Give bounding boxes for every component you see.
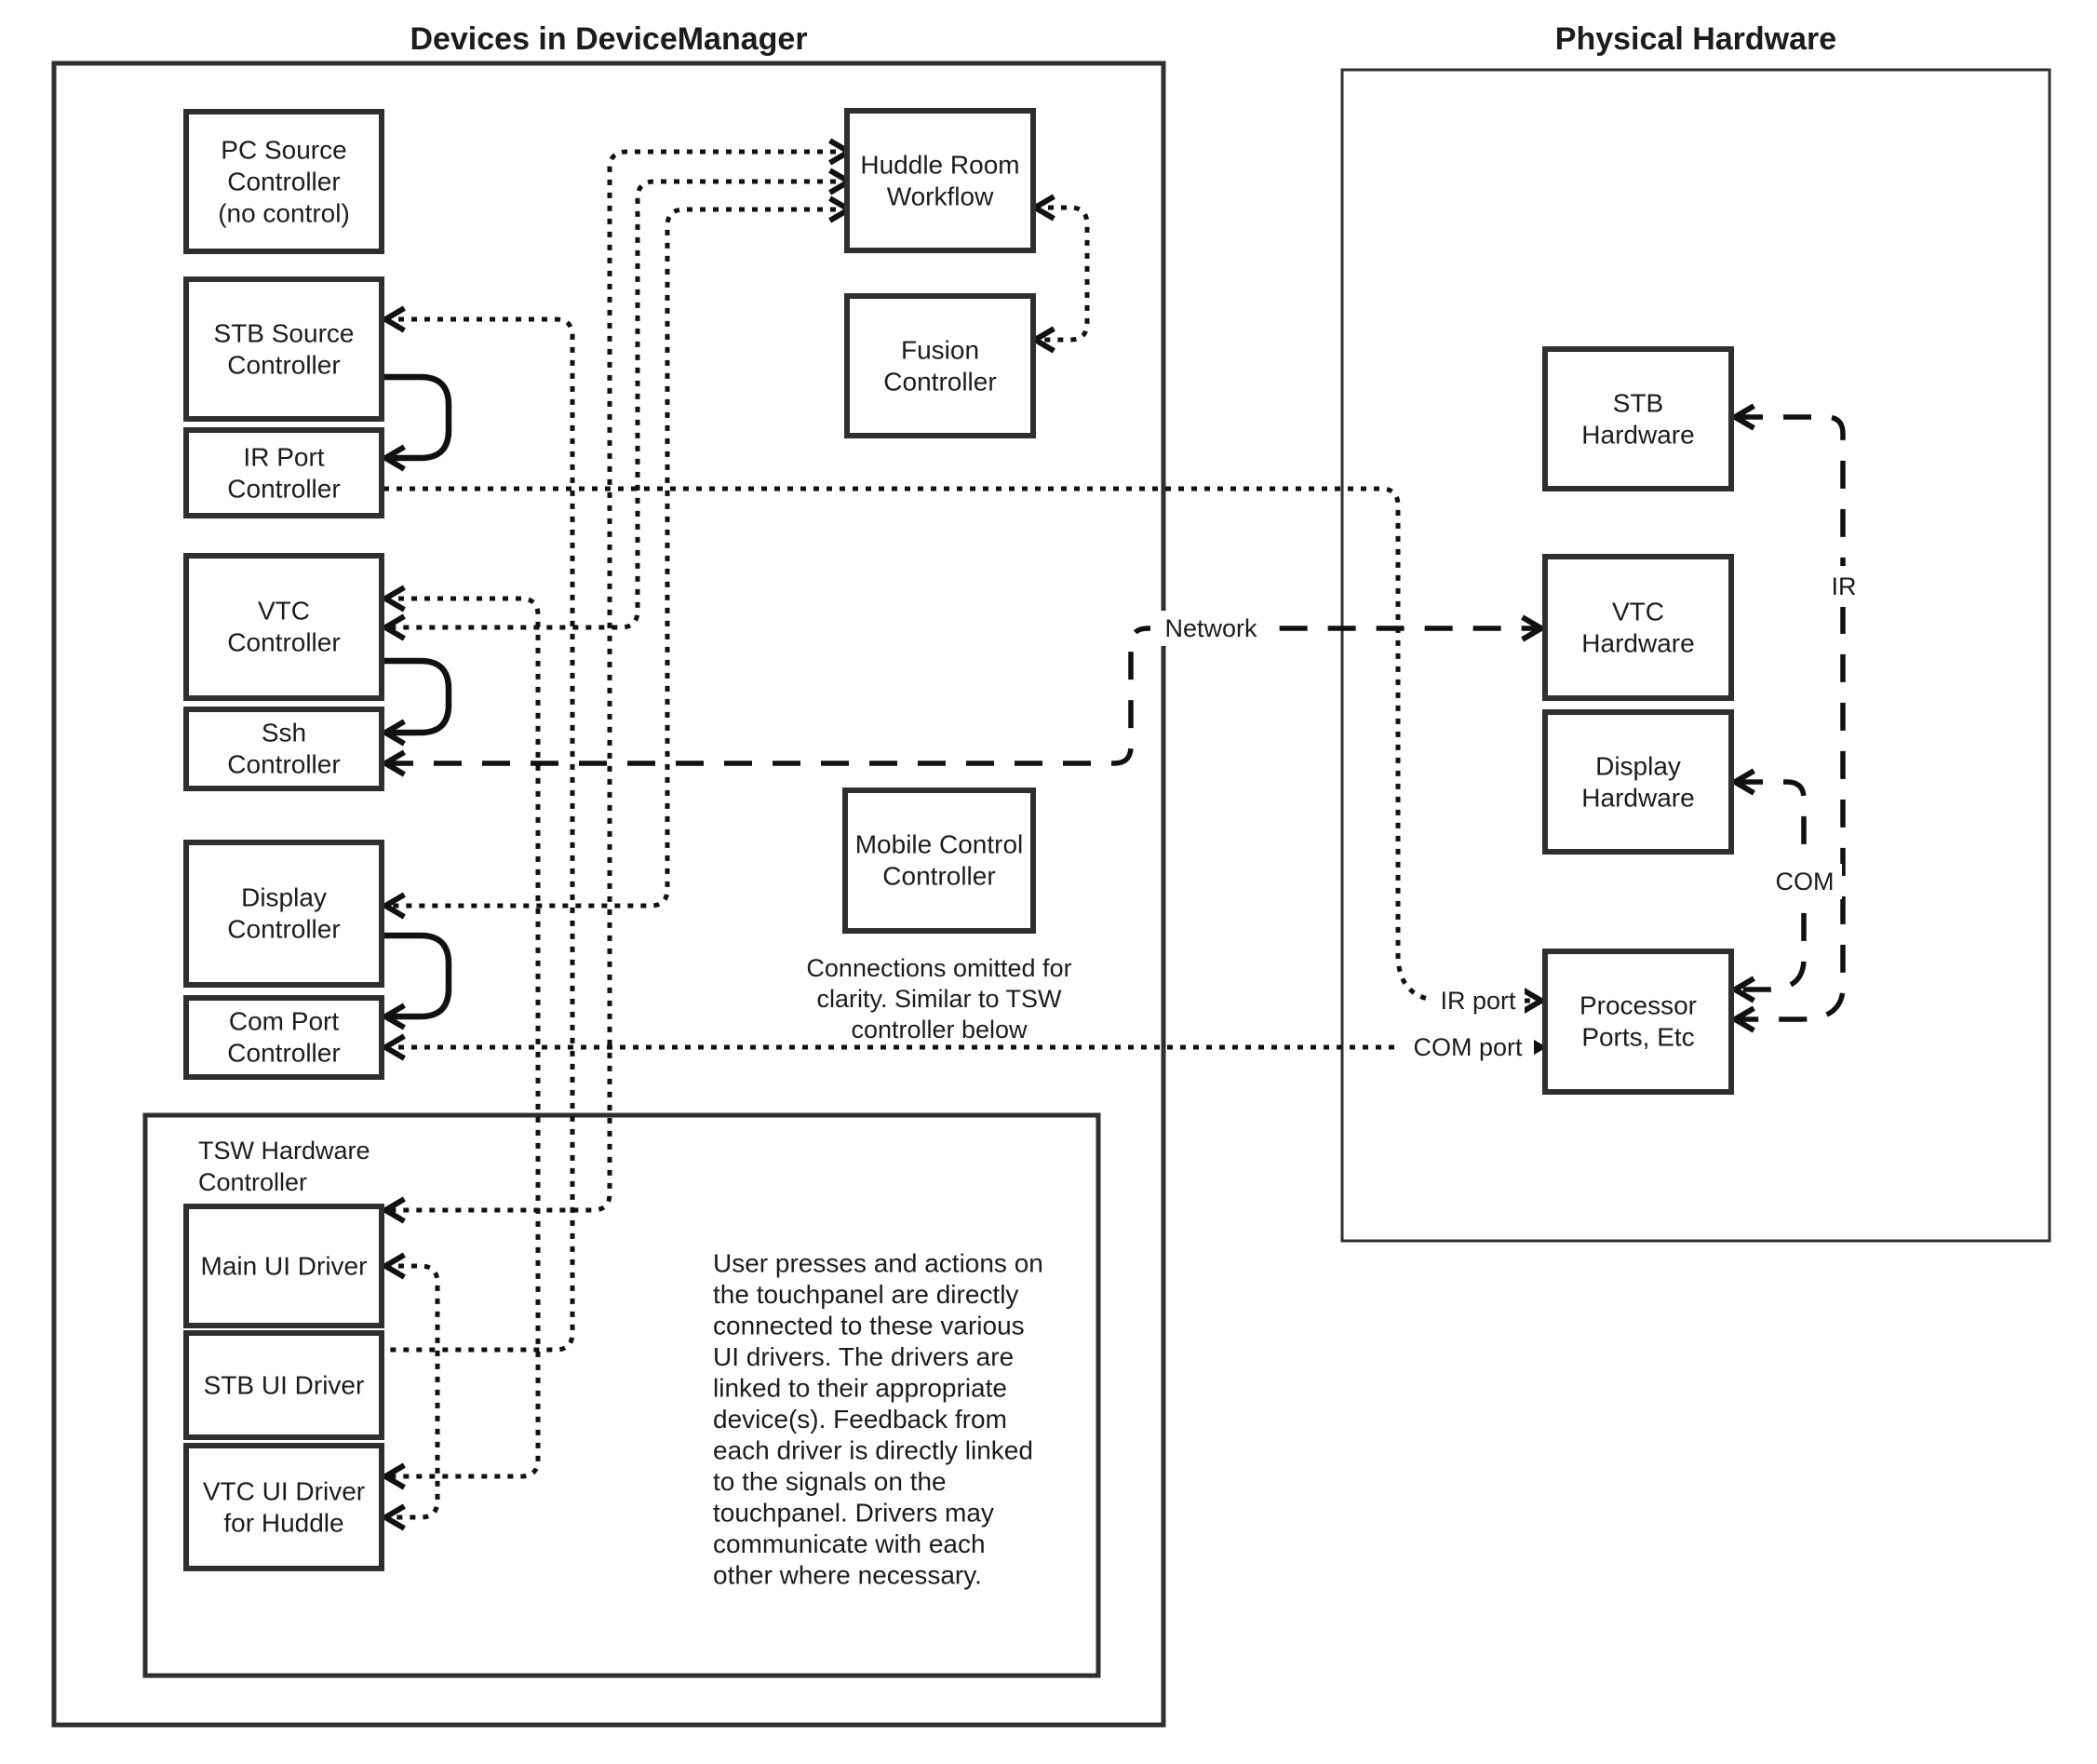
left-section-title: Devices in DeviceManager [410,21,808,57]
conn-huddle-workflow-vtc-controller-dotted [385,182,849,627]
processor-ports-box [1545,951,1731,1092]
mobile-control-controller-label: Controller [882,861,996,891]
fusion-controller-label: Controller [883,367,997,397]
fusion-controller-box [847,296,1033,436]
tsw-paragraph-line: communicate with each [713,1529,986,1558]
tsw-paragraph-line: touchpanel. Drivers may [713,1498,994,1528]
vtc-controller-label: VTC [258,596,310,626]
stb-source-controller-label: Controller [227,350,341,380]
display-hardware-label: Hardware [1581,783,1695,813]
com-port-controller-label: Controller [227,1038,341,1068]
processor-ports-label: Processor [1579,990,1698,1020]
tsw-paragraph [713,1249,1043,1590]
vtc-hardware-label: Hardware [1581,628,1695,658]
com-label: COM [1775,868,1835,895]
huddle-room-workflow-label: Workflow [886,182,994,211]
tsw-paragraph-line: connected to these various [713,1311,1025,1340]
mobile-control-controller-box [845,790,1033,931]
display-hardware-label: Display [1595,751,1681,781]
mobile-control-controller-label: Mobile Control [854,829,1024,859]
fusion-controller-label: Fusion [900,335,980,365]
ssh-controller-label: Controller [227,749,341,779]
tsw-paragraph-line: UI drivers. The drivers are [713,1342,1015,1371]
main-ui-driver-label: Main UI Driver [200,1251,368,1281]
tsw-paragraph-line: the touchpanel are directly [713,1280,1019,1309]
pc-source-controller-label: PC Source [221,135,347,165]
display-controller-box [186,842,382,985]
vtc-hardware-label: VTC [1612,597,1664,626]
vtc-controller-label: Controller [227,627,341,657]
stb-ui-driver-label: STB UI Driver [203,1370,365,1400]
conn-stb-source-ir-port-solid [383,377,449,458]
vtc-ui-driver-label: VTC UI Driver [202,1476,366,1506]
display-controller-label: Display [241,882,327,912]
pc-source-controller-label: Controller [227,167,341,196]
stb-hardware-label: STB [1612,388,1664,418]
conn-processor-stb-hardware-ir-dashed [1735,417,1843,1019]
mobile-note-text: clarity. Similar to TSW [816,985,1062,1013]
vtc-controller-box [186,556,382,698]
tsw-paragraph-line: device(s). Feedback from [713,1405,1007,1434]
right-section-title: Physical Hardware [1554,21,1837,57]
conn-huddle-workflow-fusion-controller-dotted [1035,208,1087,340]
network-label: Network [1164,614,1257,642]
tsw-paragraph-line: linked to their appropriate [713,1373,1007,1403]
conn-vtc-controller-ssh-controller-solid [383,661,449,733]
ssh-controller-label: Ssh [261,718,307,747]
pc-source-controller-label: (no control) [218,198,350,228]
conn-stb-source-stb-ui-driver-dotted [383,319,572,1350]
stb-hardware-box [1545,349,1731,489]
conn-ssh-controller-vtc-hardware-network-dashed [385,628,1541,763]
ir-port-controller-label: Controller [227,474,341,504]
tsw-hardware-controller-label: TSW Hardware [198,1137,370,1165]
display-controller-label: Controller [227,914,341,944]
tsw-hardware-controller-label: Controller [198,1168,308,1196]
vtc-hardware-box [1545,557,1731,698]
stb-source-controller-label: STB Source [213,318,355,348]
ir-label: IR [1831,572,1857,600]
mobile-note-text: controller below [851,1016,1028,1044]
ir-port-label: IR port [1440,987,1516,1015]
conn-main-ui-driver-vtc-ui-driver-dotted [385,1266,437,1517]
tsw-paragraph-line: to the signals on the [713,1467,947,1496]
stb-source-controller-box [186,279,382,419]
tsw-paragraph-line: each driver is directly linked [713,1435,1033,1465]
huddle-room-workflow-box [847,111,1033,250]
huddle-room-workflow-label: Huddle Room [860,150,1020,180]
com-port-label: COM port [1413,1033,1523,1061]
tsw-paragraph-line: User presses and actions on [713,1248,1043,1278]
conn-display-controller-com-port-solid [383,936,449,1017]
com-port-controller-label: Com Port [228,1006,340,1036]
display-hardware-box [1545,712,1731,852]
stb-hardware-label: Hardware [1581,420,1695,450]
processor-ports-label: Ports, Etc [1581,1022,1695,1052]
tsw-paragraph-line: other where necessary. [713,1560,982,1590]
vtc-ui-driver-label: for Huddle [223,1508,344,1538]
mobile-note-text: Connections omitted for [806,954,1072,982]
ir-port-controller-label: IR Port [243,442,325,472]
conn-huddle-workflow-main-ui-dotted [385,152,849,1210]
conn-huddle-workflow-display-controller-dotted [385,209,849,906]
vtc-ui-driver-box [186,1446,382,1569]
